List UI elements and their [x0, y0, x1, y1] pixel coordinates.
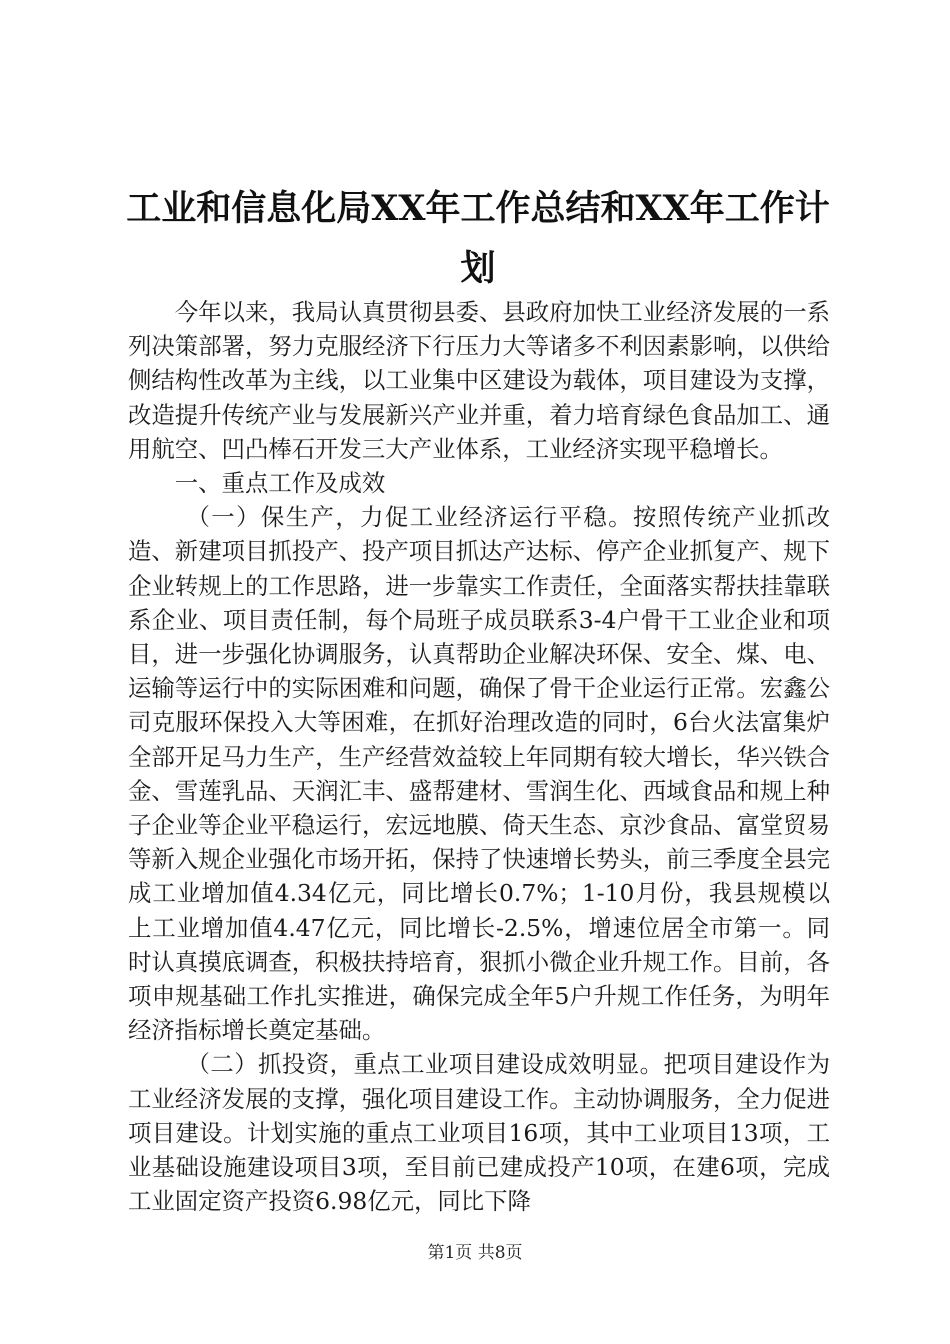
document-body — [128, 295, 830, 1218]
document-title-line-1: 工业和信息化局XX年工作总结和XX年工作计 — [126, 188, 830, 229]
paragraph-production: （一）保生产，力促工业经济运行平稳。按照传统产业抓改造、新建项目抓投产、投产项目抓达产达标、停产企业抓复产、规下企业转规上的工作思路，进一步靠实工作责任，全面落实帮扶挂靠联系企业、项目责任制，每个局班子成员联系3-4户骨干工业企业和项目，进一步强化协调服务，认真帮助企业解决环保、安全、煤、电、运输等运行中的实际困难和问题，确保了骨干企业运行正常。宏鑫公司克服环保投入大等困难，在抓好治理改造的同时，6台火法富集炉全部开足马力生产，生产经营效益较上年同期有较大增长，华兴铁合金、雪莲乳品、天润汇丰、盛帮建材、雪润生化、西域食品和规上种子企业等企业平稳运行，宏远地膜、倚天生态、京沙食品、富堂贸易等新入规企业强化市场开拓，保持了快速增长势头，前三季度全县完成工业增加值4.34亿元，同比增长0.7%；1-10月份，我县规模以上工业增加值4.47亿元，同比增长-2.5%，增速位居全市第一。同时认真摸底调查，积极扶持培育，狠抓小微企业升规工作。目前，各项申规基础工作扎实推进，确保完成全年5户升规工作任务，为明年经济指标增长奠定基础。 — [128, 503, 830, 1045]
paragraph-intro: 今年以来，我局认真贯彻县委、县政府加快工业经济发展的一系列决策部署，努力克服经济下行压力大等诸多不利因素影响，以供给侧结构性改革为主线，以工业集中区建设为载体，项目建设为支撑，改造提升传统产业与发展新兴产业并重，着力培育绿色食品加工、通用航空、凹凸棒石开发三大产业体系，工业经济实现平稳增长。 — [128, 298, 830, 463]
paragraph-investment: （二）抓投资，重点工业项目建设成效明显。把项目建设作为工业经济发展的支撑，强化项目建设工作。主动协调服务，全力促进项目建设。计划实施的重点工业项目16项，其中工业项目13项，工业基础设施建设项目3项，至目前已建成投产10项，在建6项，完成工业固定资产投资6.98亿元，同比下降 — [128, 1050, 830, 1216]
document-title-line-2: 划 — [460, 248, 496, 289]
page-number: 第1页 共8页 — [427, 1243, 523, 1263]
section-heading: 一、重点工作及成效 — [174, 469, 386, 498]
